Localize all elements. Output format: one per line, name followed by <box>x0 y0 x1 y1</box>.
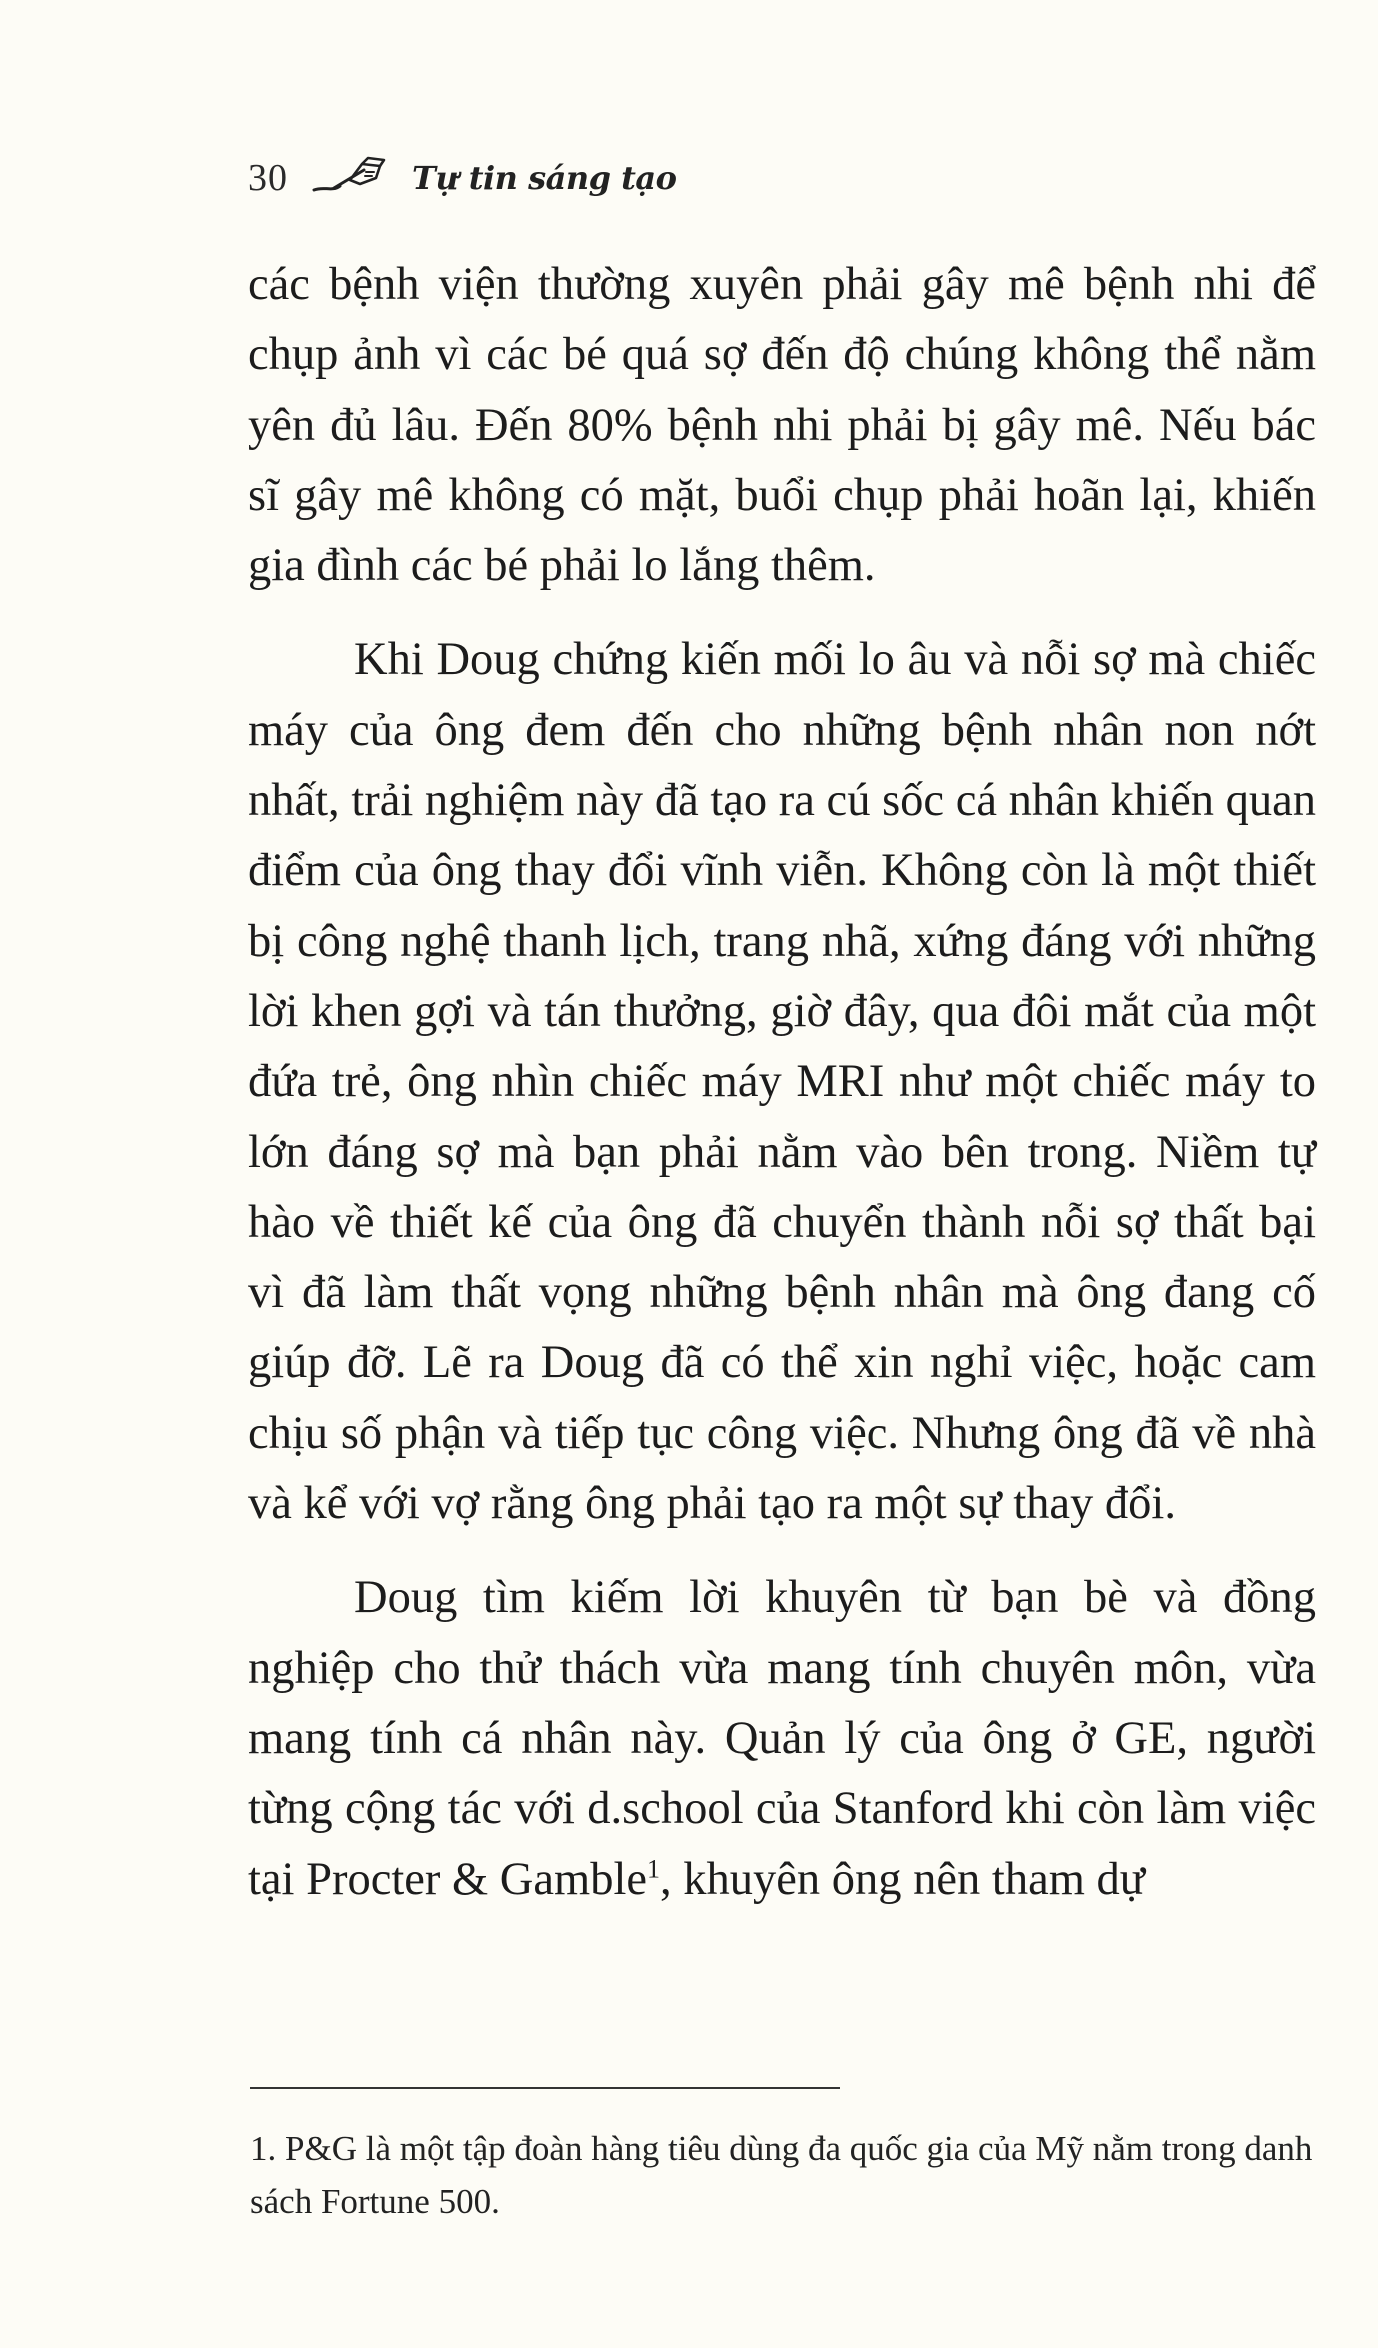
paragraph-text: Doug tìm kiếm lời khuyên từ bạn bè và đồng nghiệp cho thử thách vừa mang tính chuyên môn, vừa mang tính cá nhân này. Quản lý của ông ở GE, người từng cộng tác với d.school của Stanford khi còn làm việc tại Procter & Gamble <box>248 1572 1316 1905</box>
paragraph: các bệnh viện thường xuyên phải gây mê bệnh nhi để chụp ảnh vì các bé quá sợ đến độ chúng không thể nằm yên đủ lâu. Đến 80% bệnh nhi phải bị gây mê. Nếu bác sĩ gây mê không có mặt, buổi chụp phải hoãn lại, khiến gia đình các bé phải lo lắng thêm. <box>248 259 1316 592</box>
paragraph <box>248 1563 1316 1914</box>
page-number: 30 <box>248 157 288 199</box>
running-header <box>248 148 676 208</box>
footnote-reference[interactable]: 1 <box>647 1854 660 1884</box>
fountain-pen-icon <box>310 156 390 200</box>
paragraph-text-tail: , khuyên ông nên tham dự <box>660 1853 1145 1905</box>
footnote: 1. P&G là một tập đoàn hàng tiêu dùng đa quốc gia của Mỹ nằm trong danh sách Fortune 500. <box>250 2129 1313 2221</box>
body-text <box>248 250 1316 1915</box>
paragraph: Khi Doug chứng kiến mối lo âu và nỗi sợ mà chiếc máy của ông đem đến cho những bệnh nhân non nớt nhất, trải nghiệm này đã tạo ra cú sốc cá nhân khiến quan điểm của ông thay đổi vĩnh viễn. Không còn là một thiết bị công nghệ thanh lịch, trang nhã, xứng đáng với những lời khen gợi và tán thưởng, giờ đây, qua đôi mắt của một đứa trẻ, ông nhìn chiếc máy MRI như một chiếc máy to lớn đáng sợ mà bạn phải nằm vào bên trong. Niềm tự hào về thiết kế của ông đã chuyển thành nỗi sợ thất bại vì đã làm thất vọng những bệnh nhân mà ông đang cố giúp đỡ. Lẽ ra Doug đã có thể xin nghỉ việc, hoặc cam chịu số phận và tiếp tục công việc. Nhưng ông đã về nhà và kể với vợ rằng ông phải tạo ra một sự thay đổi. <box>248 634 1316 1530</box>
book-title: Tự tin sáng tạo <box>412 159 677 197</box>
footnote-separator <box>250 2087 840 2089</box>
